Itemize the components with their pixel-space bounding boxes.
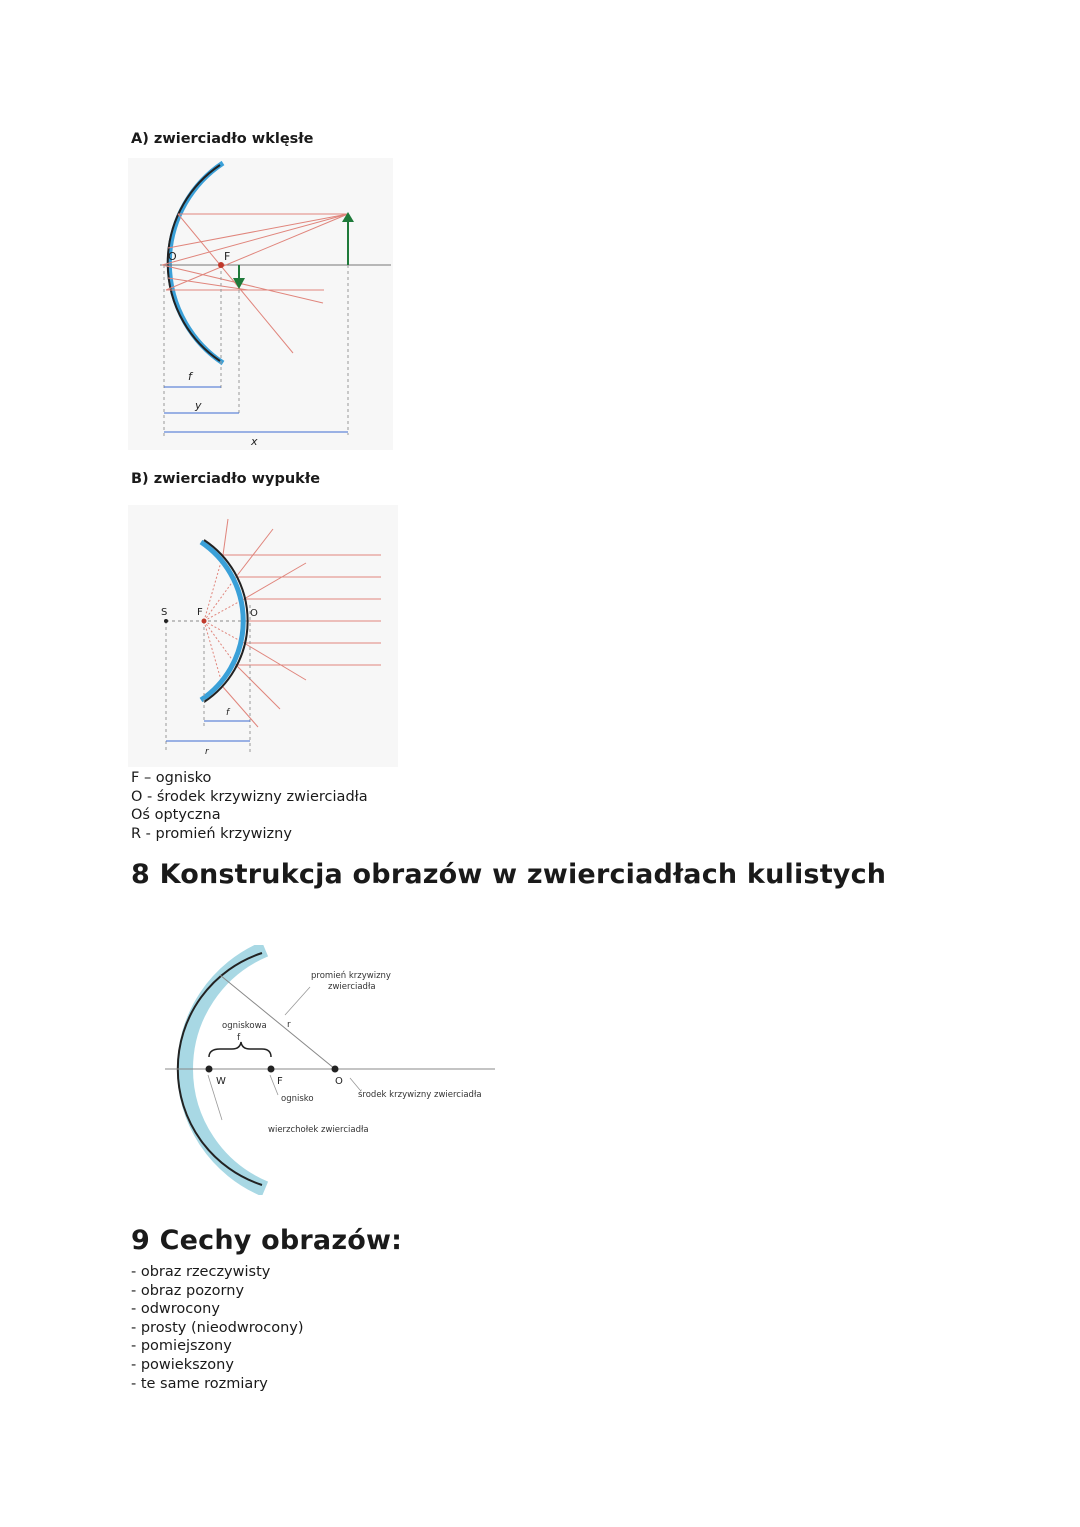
- list-item: - pomiejszony: [131, 1338, 232, 1355]
- section-9-title: 9 Cechy obrazów:: [131, 1225, 403, 1256]
- label-r-8: r: [287, 1020, 291, 1030]
- legend-item: O - środek krzywizny zwierciadła: [131, 788, 368, 805]
- section-b-heading: B) zwierciadło wypukłe: [131, 471, 321, 487]
- label-f-dist-b: f: [226, 708, 230, 718]
- legend-item: F – ognisko: [131, 770, 212, 786]
- label-f-point-8: F: [277, 1076, 283, 1087]
- label-f-point-b: F: [197, 607, 203, 618]
- list-item: - obraz pozorny: [131, 1282, 245, 1299]
- list-item: - te same rozmiary: [131, 1375, 268, 1392]
- label-f: f: [237, 1033, 241, 1043]
- label-s: S: [161, 607, 168, 618]
- label-o-point: O: [335, 1076, 343, 1087]
- label-focus: ognisko: [281, 1094, 314, 1104]
- list-item: - powiekszony: [131, 1356, 234, 1373]
- label-o-b: O: [250, 608, 258, 619]
- label-f-point: F: [224, 250, 231, 263]
- label-radius-line2: zwierciadła: [328, 982, 376, 992]
- legend-item: Oś optyczna: [131, 807, 221, 824]
- label-w: W: [216, 1076, 226, 1087]
- legend-list: [131, 769, 368, 843]
- label-r: r: [205, 747, 209, 757]
- list-item: - obraz rzeczywisty: [131, 1264, 271, 1280]
- section-8-title: 8 Konstrukcja obrazów w zwierciadłach kulistych: [131, 859, 887, 890]
- features-list: [131, 1263, 304, 1393]
- convex-mirror-diagram: [128, 505, 398, 767]
- list-item: - odwrocony: [131, 1301, 220, 1318]
- list-item: - prosty (nieodwrocony): [131, 1319, 304, 1336]
- label-f-dist: f: [188, 370, 192, 383]
- label-center: środek krzywizny zwierciadła: [358, 1090, 482, 1100]
- label-o: O: [168, 250, 177, 263]
- legend-item: R - promień krzywizny: [131, 825, 292, 842]
- label-radius-line1: promień krzywizny: [311, 971, 391, 981]
- label-y: y: [195, 399, 202, 412]
- label-vertex: wierzchołek zwierciadła: [268, 1125, 369, 1135]
- label-x: x: [251, 435, 258, 448]
- label-focal-length: ogniskowa: [222, 1021, 267, 1031]
- section-a-heading: A) zwierciadło wklęsłe: [131, 131, 314, 147]
- spherical-mirror-diagram: [160, 945, 500, 1195]
- concave-mirror-diagram: [128, 158, 393, 450]
